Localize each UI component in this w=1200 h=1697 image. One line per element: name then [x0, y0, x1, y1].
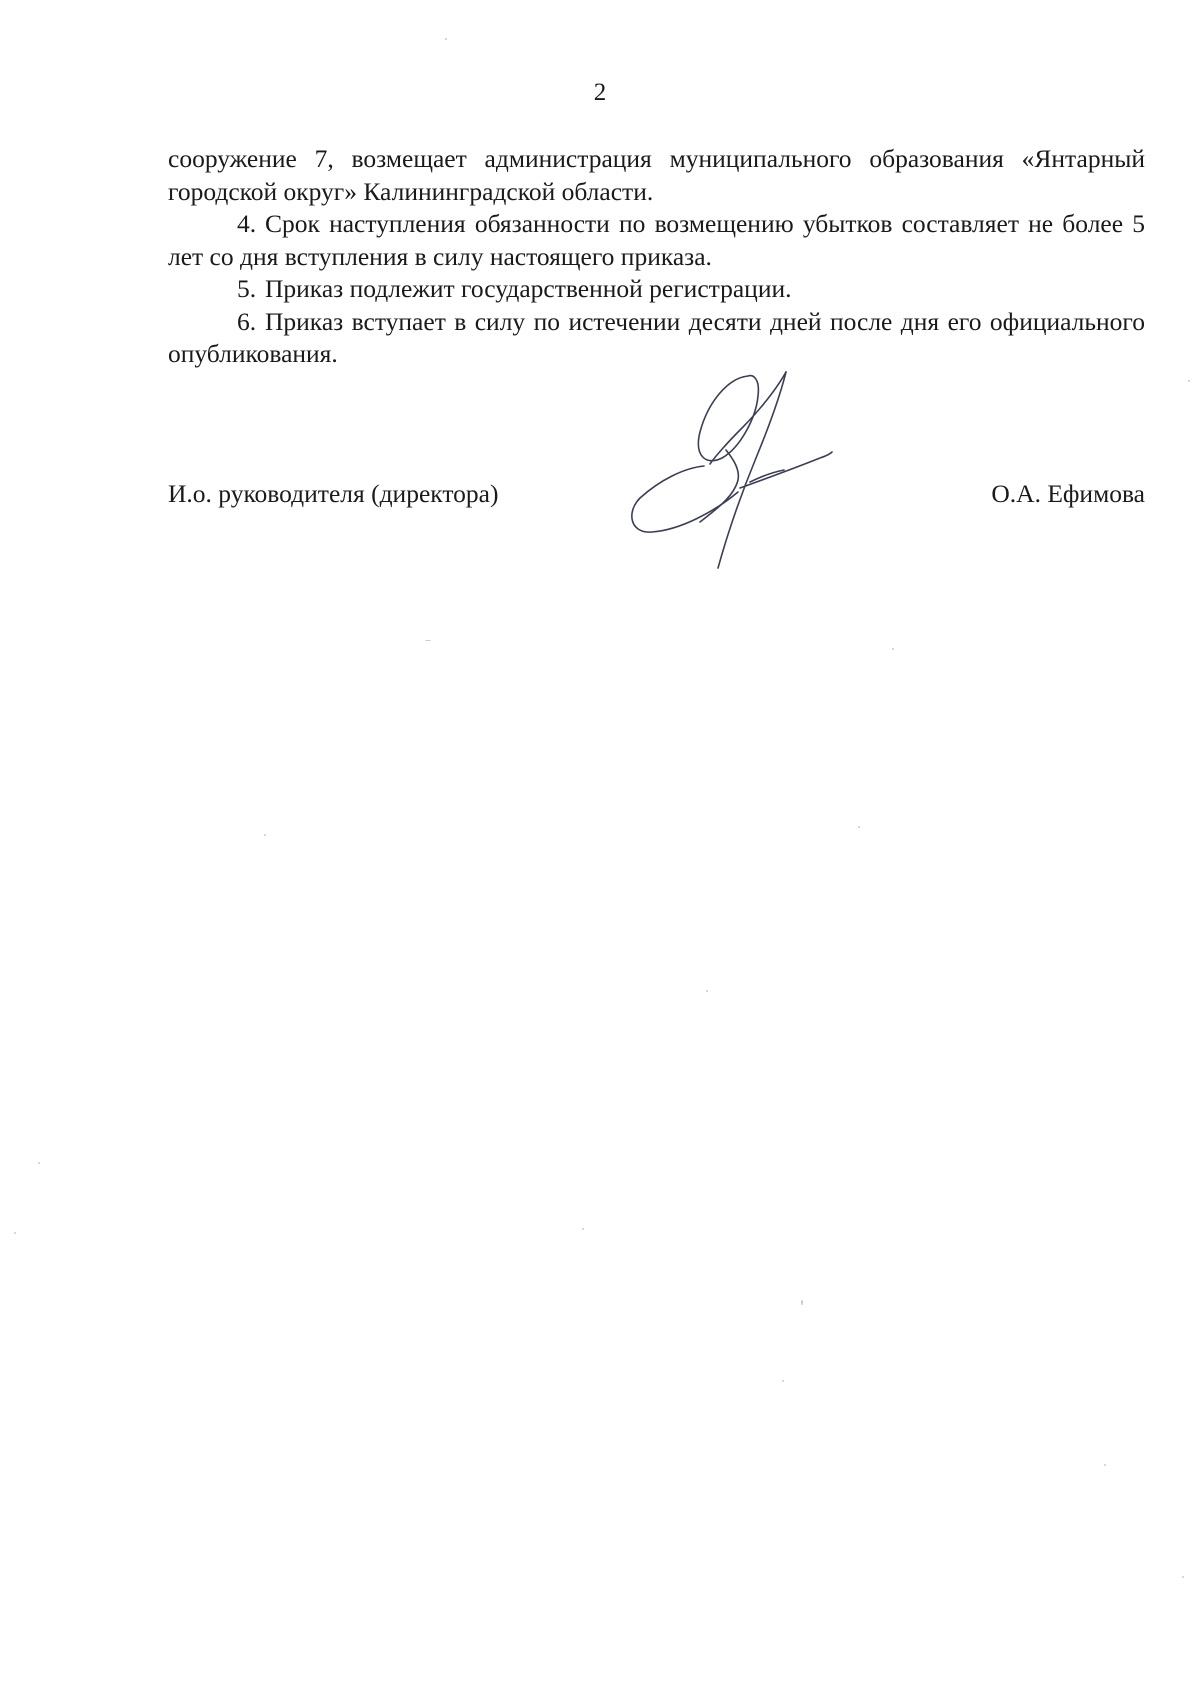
paragraph-number: 4.: [237, 209, 257, 238]
signatory-title: И.о. руководителя (директора): [168, 479, 499, 508]
signatory-name: О.А. Ефимова: [991, 479, 1145, 508]
paragraph-text: Приказ подлежит государственной регистрации.: [265, 274, 792, 303]
paragraph-text: Срок наступления обязанности по возмещению убытков составляет не более 5 лет со дня вступления в силу настоящего приказа.: [168, 209, 1145, 271]
paragraph-text: Приказ вступает в силу по истечении десяти дней после дня его официального опубликования.: [168, 306, 1145, 368]
signature-icon: [630, 362, 850, 572]
paragraph-number: 6.: [237, 306, 257, 336]
paragraph-text: сооружение 7, возмещает администрация муниципального образования «Янтарный городской округ» Калининградской области.: [168, 144, 1145, 206]
paragraph-item-5: [168, 273, 1145, 306]
body-text: [168, 143, 1145, 371]
paragraph-continuation: [168, 143, 1145, 208]
paragraph-item-4: [168, 208, 1145, 273]
paragraph-item-6: [168, 306, 1145, 371]
page-number: 2: [593, 79, 607, 106]
paragraph-number: 5.: [237, 274, 257, 303]
